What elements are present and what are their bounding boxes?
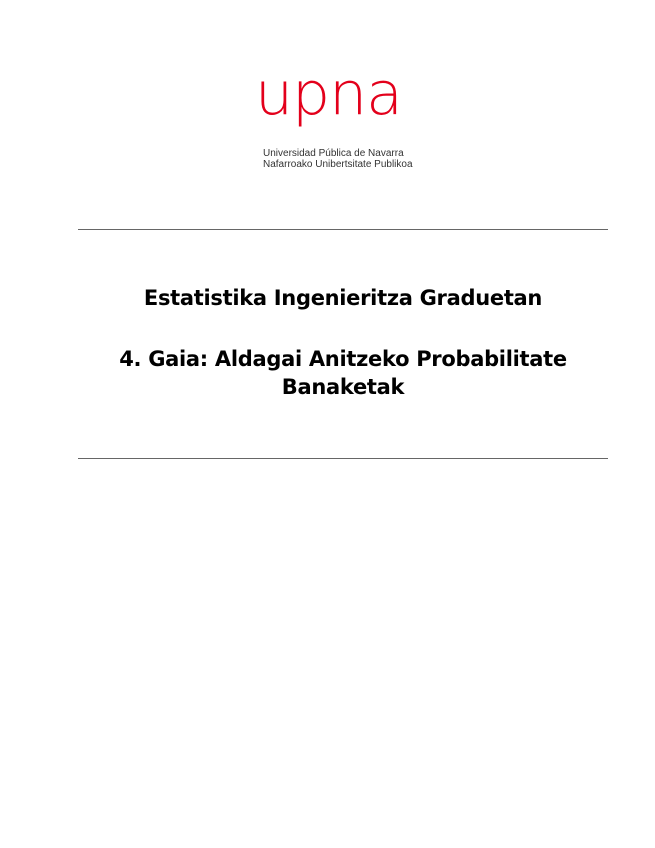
bottom-divider bbox=[78, 458, 608, 459]
logo-subtitle-line-1: Universidad Pública de Navarra bbox=[263, 148, 404, 159]
logo-subtitle-line-2: Nafarroako Unibertsitate Publikoa bbox=[263, 159, 413, 170]
upna-logo bbox=[255, 59, 435, 170]
course-title: Estatistika Ingenieritza Graduetan bbox=[143, 286, 543, 310]
chapter-title-line-2: Banaketak bbox=[281, 375, 405, 399]
logo-wordmark: upna bbox=[255, 59, 402, 129]
logo-subtitle bbox=[263, 148, 413, 170]
chapter-title-line-1: 4. Gaia: Aldagai Anitzeko Probabilitate bbox=[119, 347, 567, 371]
top-divider bbox=[78, 229, 608, 230]
chapter-title bbox=[78, 345, 608, 401]
